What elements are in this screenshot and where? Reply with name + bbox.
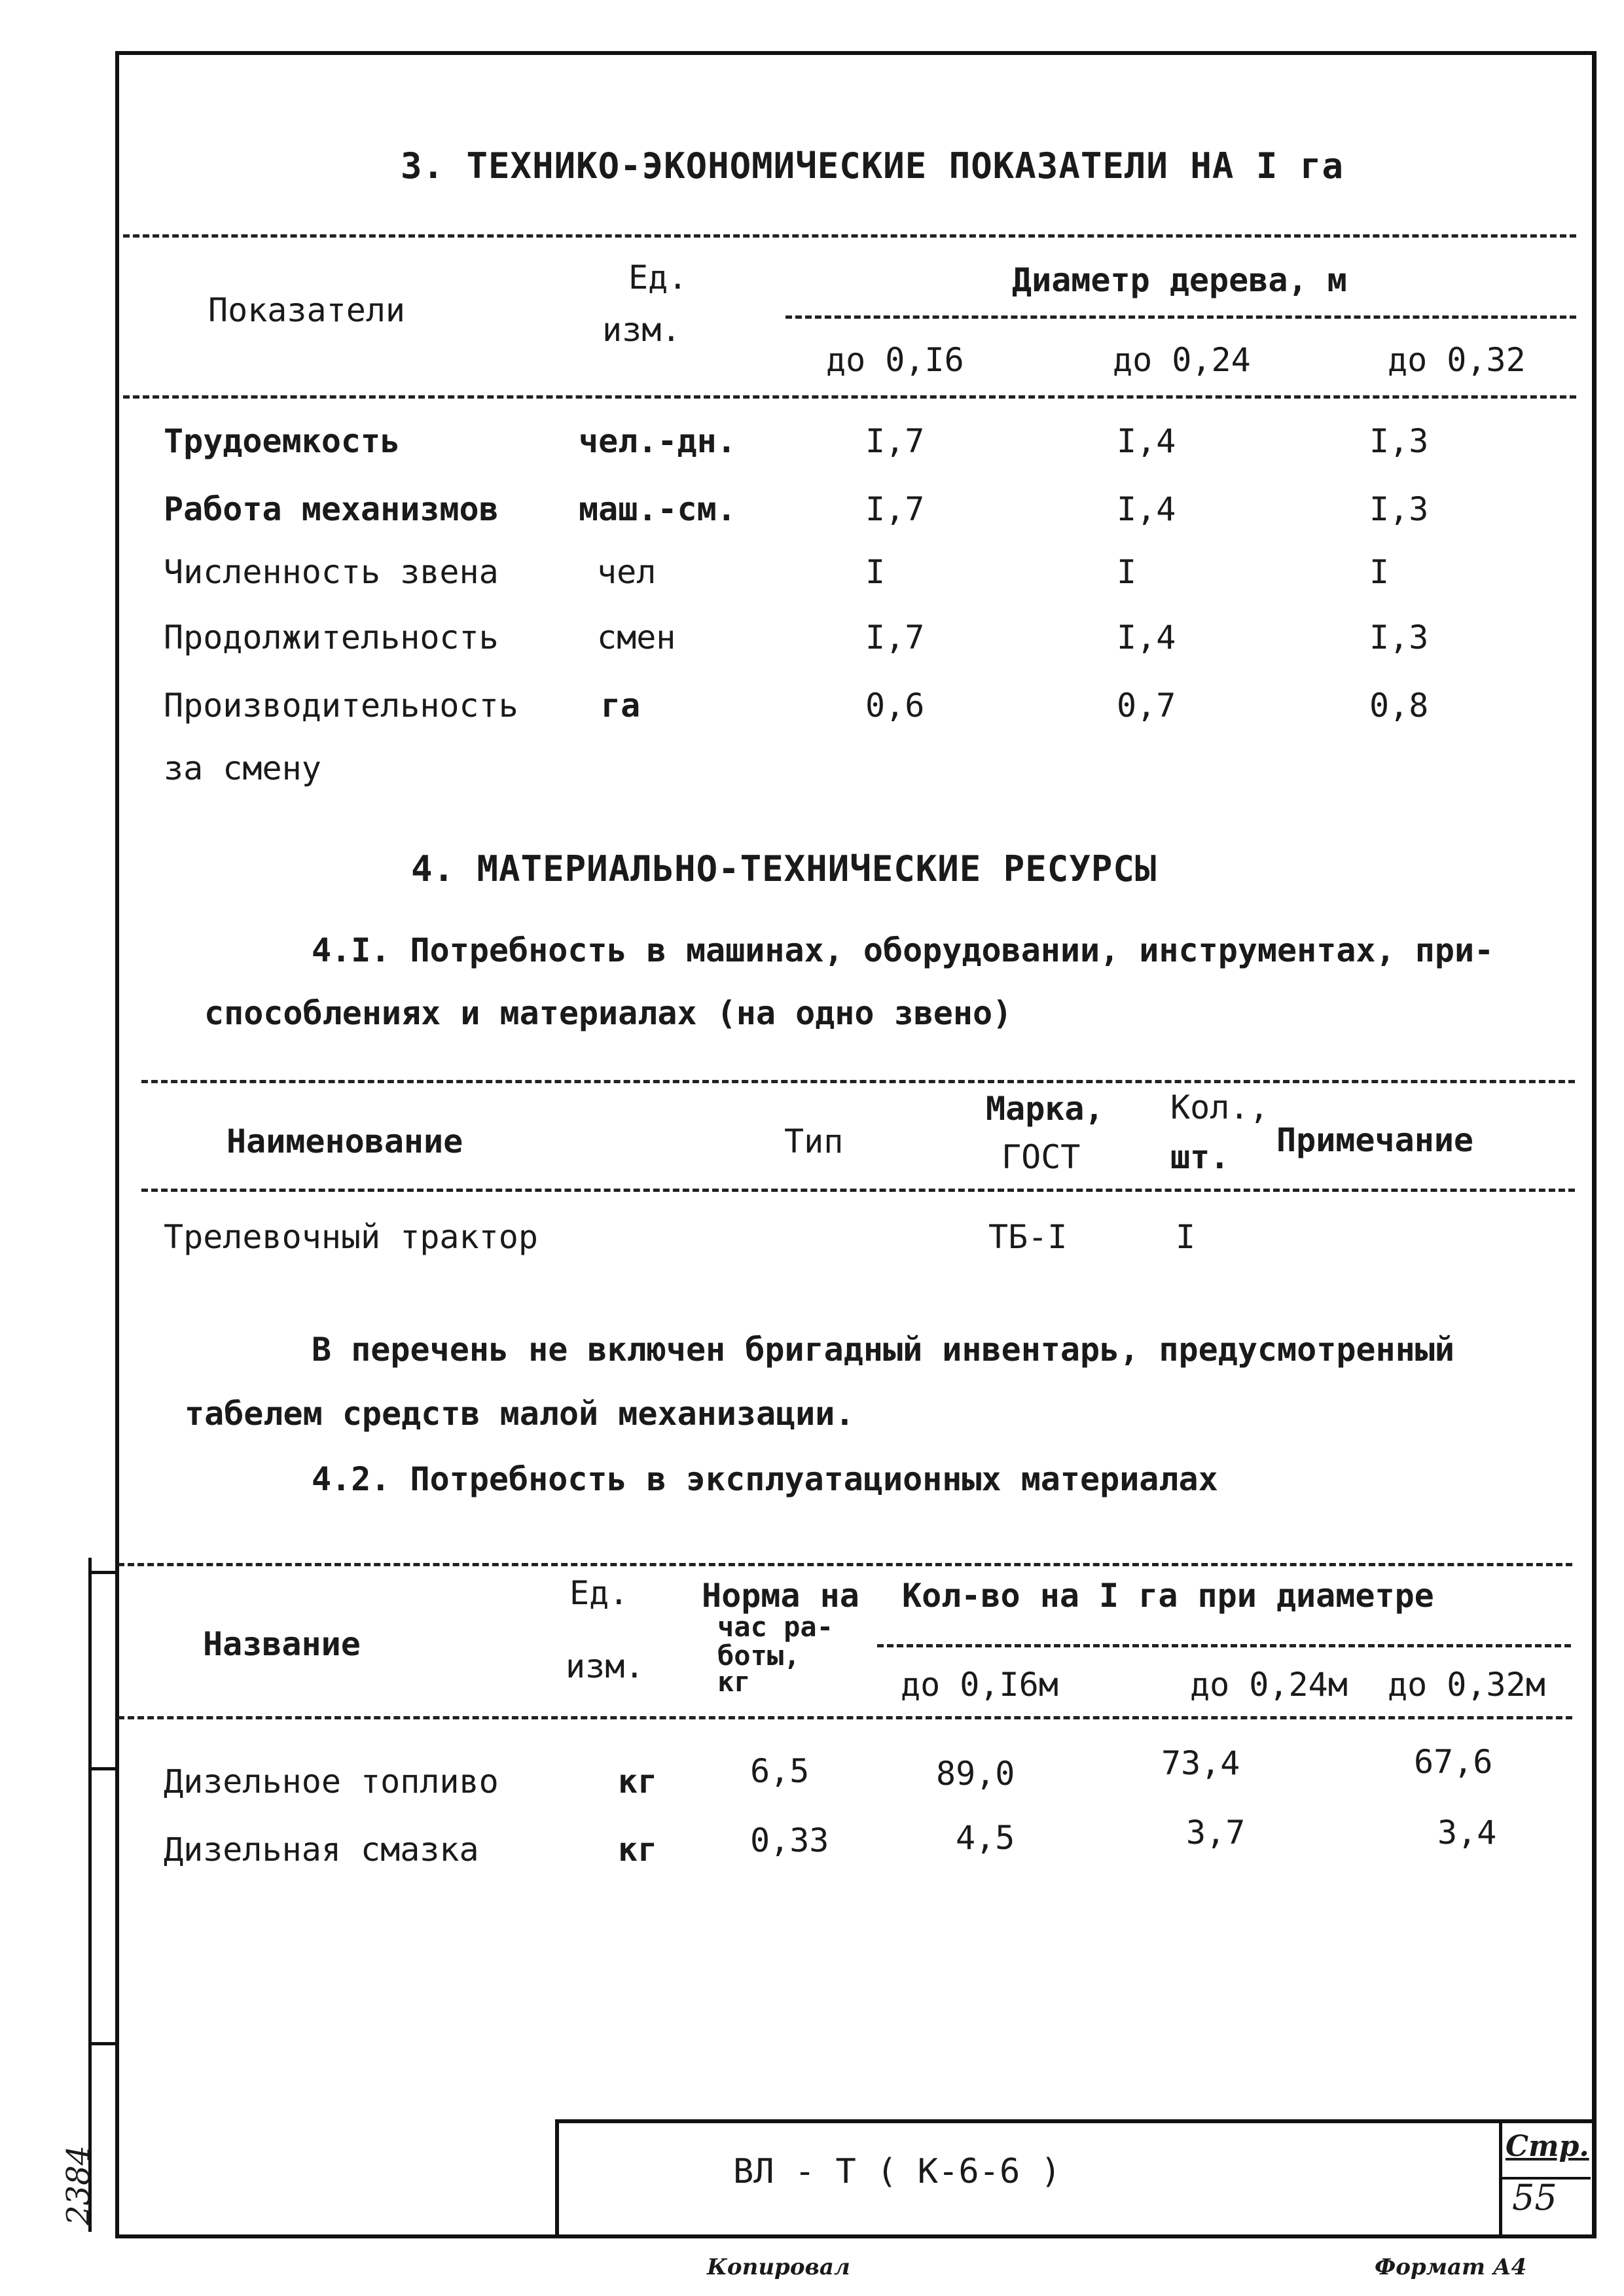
- table42-header-norm-4: кг: [717, 1666, 751, 1698]
- document-code: ВЛ - Т ( К-6-6 ): [733, 2152, 1061, 2191]
- row-name: Работа механизмов: [164, 490, 499, 528]
- side-stamp-line: [88, 1558, 92, 2232]
- table42-header-d3: до 0,32м: [1388, 1666, 1545, 1704]
- table42-header-norm: Норма на: [702, 1577, 859, 1615]
- side-archive-number: 2384: [60, 2145, 97, 2225]
- row-value-d1: I,7: [865, 619, 925, 656]
- table42-header-norm-3: боты,: [717, 1640, 801, 1672]
- row-unit: чел: [597, 553, 657, 591]
- copied-by-label: Копировал: [707, 2254, 850, 2280]
- row-unit: смен: [597, 619, 676, 656]
- table3-header-rule: [123, 395, 1576, 399]
- table42-header-d2: до 0,24м: [1190, 1666, 1348, 1704]
- page-number: 55: [1512, 2177, 1557, 2218]
- table41-header-name: Наименование: [226, 1122, 463, 1160]
- row-unit: чел.-дн.: [579, 422, 736, 460]
- row-value-d2: I,4: [1117, 490, 1176, 528]
- row-value-d3: I,3: [1369, 422, 1429, 460]
- row-name: Численность звена: [164, 553, 499, 591]
- side-stamp-divider: [88, 1571, 118, 1574]
- table42-diameter-rule: [877, 1644, 1571, 1647]
- row-name: Дизельное топливо: [164, 1763, 499, 1801]
- row-name: Продолжительность: [164, 619, 499, 656]
- row-value-d3: 67,6: [1414, 1743, 1493, 1781]
- table41-header-note: Примечание: [1276, 1121, 1474, 1159]
- table3-header-d1: до 0,I6: [826, 341, 964, 379]
- row-value-d2: 3,7: [1186, 1814, 1246, 1852]
- row-value-d3: 3,4: [1437, 1814, 1497, 1852]
- note-line2: табелем средств малой механизации.: [185, 1395, 855, 1433]
- table42-header-rule: [118, 1716, 1572, 1719]
- row-value-d3: I,3: [1369, 619, 1429, 656]
- note-line1: В перечень не включен бригадный инвентарь, предусмотренный: [312, 1331, 1454, 1369]
- side-stamp-divider: [88, 2042, 118, 2045]
- table3-header-unit: Ед.: [628, 259, 688, 296]
- row-name: Дизельная смазка: [164, 1831, 479, 1869]
- row-value-d2: I: [1117, 553, 1137, 591]
- row-unit: кг: [618, 1763, 658, 1801]
- row-value-d2: 73,4: [1161, 1744, 1240, 1782]
- page-label: Стр.: [1506, 2130, 1589, 2163]
- table41-top-rule: [141, 1080, 1575, 1083]
- row-norm: 0,33: [750, 1821, 829, 1859]
- section3-title: 3. ТЕХНИКО-ЭКОНОМИЧЕСКИЕ ПОКАЗАТЕЛИ НА I га: [401, 145, 1344, 187]
- table41-header-rule: [141, 1189, 1575, 1192]
- row-value-d3: 0,8: [1369, 687, 1429, 725]
- row-value-d2: I,4: [1117, 422, 1176, 460]
- row-norm: 6,5: [750, 1752, 810, 1790]
- table41-header-mark-2: ГОСТ: [1001, 1138, 1081, 1176]
- table42-header-norm-2: час ра-: [717, 1611, 834, 1643]
- table42-header-d1: до 0,I6м: [901, 1666, 1058, 1704]
- section4-title: 4. МАТЕРИАЛЬНО-ТЕХНИЧЕСКИЕ РЕСУРСЫ: [411, 848, 1157, 889]
- side-stamp-divider: [88, 1767, 118, 1770]
- table41-header-mark: Марка,: [986, 1090, 1104, 1128]
- row-unit: маш.-см.: [579, 490, 736, 528]
- row-unit: га: [601, 687, 641, 725]
- table3-header-unit-2: изм.: [602, 311, 681, 349]
- row-value-d2: I,4: [1117, 619, 1176, 656]
- row-value-d3: I,3: [1369, 490, 1429, 528]
- row-value-d3: I: [1369, 553, 1390, 591]
- table42-header-qty: Кол-во на I га при диаметре: [902, 1577, 1434, 1615]
- table41-header-qty: Кол.,: [1170, 1088, 1269, 1126]
- row-value-d1: I,7: [865, 490, 925, 528]
- row-value-d1: 4,5: [956, 1819, 1015, 1857]
- format-label: Формат А4: [1375, 2254, 1527, 2280]
- section41-line2: способлениях и материалах (на одно звено): [204, 994, 1013, 1032]
- row-value-d1: 89,0: [936, 1755, 1015, 1793]
- row-unit: кг: [618, 1831, 658, 1869]
- row-value-d1: I: [865, 553, 886, 591]
- table42-header-unit-2: изм.: [566, 1647, 645, 1685]
- row-name: Трудоемкость: [164, 422, 401, 460]
- row-value-d2: 0,7: [1117, 687, 1176, 725]
- table42-header-name: Название: [203, 1625, 361, 1663]
- table3-header-diameter: Диаметр дерева, м: [1012, 261, 1347, 299]
- table42-header-unit: Ед.: [569, 1574, 629, 1612]
- table3-diameter-rule: [785, 315, 1576, 319]
- row-qty: I: [1176, 1218, 1196, 1256]
- table41-header-type: Тип: [784, 1122, 844, 1160]
- section41-line1: 4.I. Потребность в машинах, оборудовании, инструментах, при-: [312, 931, 1494, 969]
- row-continuation: за смену: [164, 749, 321, 787]
- table3-header-indicator: Показатели: [208, 291, 406, 329]
- row-mark: ТБ-I: [988, 1218, 1068, 1256]
- row-value-d1: I,7: [865, 422, 925, 460]
- table42-top-rule: [118, 1563, 1572, 1566]
- table3-header-d2: до 0,24: [1113, 341, 1251, 379]
- table3-header-d3: до 0,32: [1388, 341, 1526, 379]
- section42-title: 4.2. Потребность в эксплуатационных материалах: [312, 1460, 1218, 1498]
- row-name: Производительность: [164, 687, 518, 725]
- row-name: Трелевочный трактор: [164, 1218, 538, 1256]
- table3-top-rule: [123, 234, 1576, 238]
- table41-header-qty-2: шт.: [1170, 1138, 1230, 1176]
- title-block: [555, 2119, 1593, 2238]
- row-value-d1: 0,6: [865, 687, 925, 725]
